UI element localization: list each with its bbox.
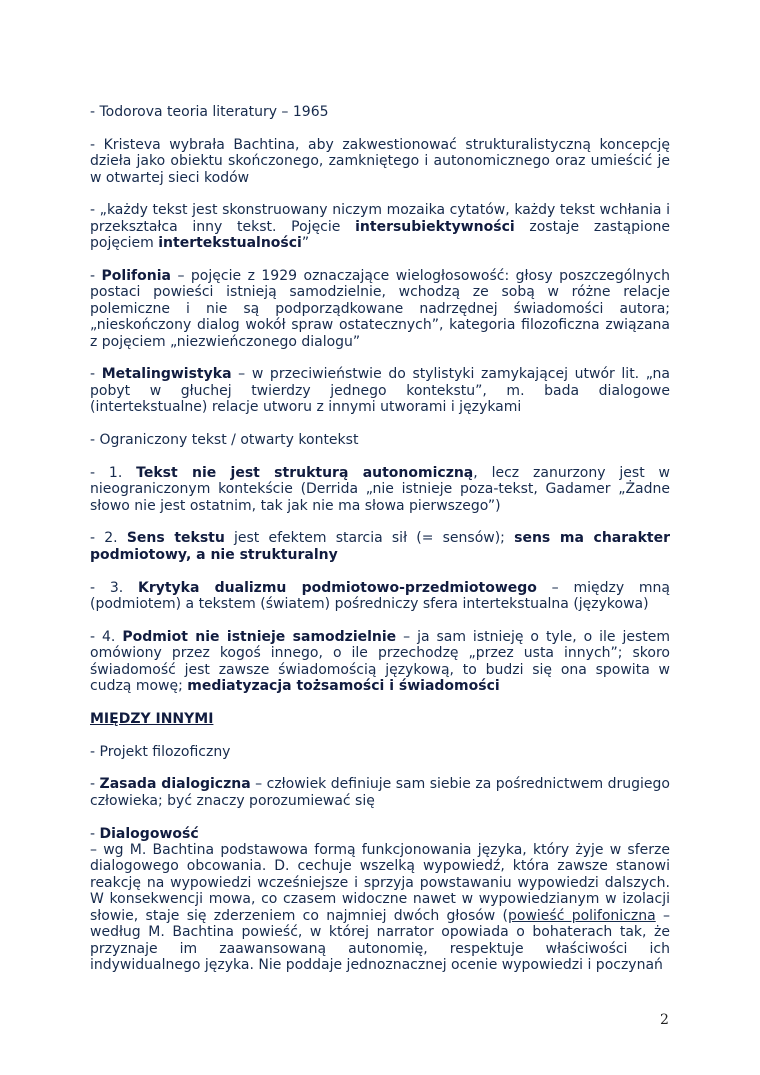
paragraph-text: – człowiek definiuje sam siebie za pośrednictwem drugiego człowieka; być znaczy porozumiewać się xyxy=(90,776,670,809)
term-intertextuality: intertekstualności xyxy=(158,235,302,252)
term-subjective-sense: sens ma charakter podmiotowy, a nie strukturalny xyxy=(90,530,670,563)
paragraph-kristeva xyxy=(90,137,670,186)
paragraph-point-3 xyxy=(90,580,670,613)
paragraph-metalinguistics xyxy=(90,366,670,415)
paragraph-text: – między mną (podmiotem) a tekstem (światem) pośredniczy sfera intertekstualna (językowa) xyxy=(90,579,670,613)
paragraph-point-4 xyxy=(90,629,670,695)
paragraph-text: zostaje zastąpione pojęciem xyxy=(90,218,670,252)
paragraph-text: - Kristeva wybrała Bachtina, aby zakwestionować strukturalistyczną koncepcję dzieła jako obiektu skończonego, zamkniętego i autonomicznego oraz umieścić je w otwartej sieci kodów xyxy=(90,136,670,186)
term-text-not-autonomous: Tekst nie jest strukturą autonomiczną xyxy=(136,464,474,481)
term-polyphonic-novel: powieść polifoniczna xyxy=(508,907,656,924)
paragraph-project xyxy=(90,744,670,760)
section-heading xyxy=(90,711,670,727)
paragraph-text: ” xyxy=(301,235,310,252)
term-text-sense: Sens tekstu xyxy=(126,530,225,547)
heading-text: MIĘDZY INNYMI xyxy=(90,710,214,727)
term-intersubjectivity: intersubiektywności xyxy=(355,218,515,235)
term-polyphony: Polifonia xyxy=(101,268,171,285)
term-subject-not-independent: Podmiot nie istnieje samodzielnie xyxy=(122,628,397,645)
paragraph-context xyxy=(90,432,670,448)
paragraph-point-2 xyxy=(90,530,670,563)
document-body xyxy=(90,104,670,973)
paragraph-text: - 3. xyxy=(90,579,138,596)
paragraph-text: – według M. Bachtina powieść, w której narrator opowiada o bohaterach tak, że przyznaje im zaawansowaną autonomię, respektuje właściwości ich indywidualnego języka. Nie poddaje jednoznacznej ocenie wypowiedzi i poczynań xyxy=(90,907,670,973)
paragraph-text: – ja sam istnieję o tyle, o ile jestem omówiony przez kogoś innego, o ile przechodzę „przez usta innych”; skoro świadomość jest zawsze świadomością językową, to budzi się ona spowita w cudzą mowę; xyxy=(90,628,671,695)
paragraph-text: – wg M. Bachtina podstawowa formą funkcjonowania języka, który żyje w sferze dialogowego obcowania. D. cechuje wszelką wypowiedź, która zawsze stanowi reakcję na wypowiedzi wcześniejsze i sprzyja powstawaniu wypowiedzi dalszych. W konsekwencji mowa, co czasem widoczne nawet w wypowiedzianym w izolacji słowie, staje się zderzeniem co najmniej dwóch głosów ( xyxy=(90,842,670,924)
paragraph-point-1 xyxy=(90,465,670,514)
paragraph-text: jest efektem starcia sił (= sensów); xyxy=(224,530,515,547)
term-dualism-critique: Krytyka dualizmu podmiotowo-przedmiotowego xyxy=(137,579,537,596)
paragraph-text: - 2. xyxy=(90,530,127,547)
term-dialogic-principle: Zasada dialogiczna xyxy=(99,776,251,793)
paragraph-text: - Ograniczony tekst / otwarty kontekst xyxy=(90,432,359,449)
paragraph-dialogic-principle xyxy=(90,776,670,809)
paragraph-text: - xyxy=(90,776,100,793)
paragraph-text: – w przeciwieństwie do stylistyki zamykającej utwór lit. „na pobyt w głuchej twierdzy jednego kontekstu”, m. bada dialogowe (intertekstualne) relacje utworu z innymi utworami i językami xyxy=(90,366,670,416)
paragraph-text: - 1. xyxy=(90,464,137,481)
paragraph-text: - Todorova teoria literatury – 1965 xyxy=(90,104,329,120)
paragraph-polyphony xyxy=(90,268,670,350)
paragraph-text: - xyxy=(90,366,102,383)
paragraph-mosaic xyxy=(90,202,670,251)
term-metalinguistics: Metalingwistyka xyxy=(101,366,232,383)
paragraph-text: – pojęcie z 1929 oznaczające wielogłosowość: głosy poszczególnych postaci powieści istnieją samodzielnie, wchodzą ze sobą w różne relacje polemiczne i nie są podporządkowane nadrzędnej świadomości autora; „nieskończony dialog wokół spraw ostatecznych”, kategoria filozoficzna związana z pojęciem „niezwieńczonego dialogu” xyxy=(90,268,670,350)
term-mediatization: mediatyzacja tożsamości i świadomości xyxy=(187,678,500,695)
paragraph-text: - xyxy=(90,268,102,285)
paragraph-dialogism-title xyxy=(90,826,670,842)
paragraph-text: - xyxy=(90,825,100,842)
paragraph-dialogism-body xyxy=(90,842,670,973)
paragraph-text: - „każdy tekst jest skonstruowany niczym mozaika cytatów, każdy tekst wchłania i przekształca inny tekst. Pojęcie xyxy=(90,202,670,235)
paragraph-todorov xyxy=(90,104,670,120)
page-number: 2 xyxy=(660,1012,669,1028)
paragraph-text: , lecz zanurzony jest w nieograniczonym kontekście (Derrida „nie istnieje poza-tekst, Gadamer „Żadne słowo nie jest ostatnim, tak jak nie ma słowa pierwszego”) xyxy=(90,464,671,514)
paragraph-text: - 4. xyxy=(90,628,123,645)
paragraph-text: - Projekt filozoficzny xyxy=(90,743,231,760)
term-dialogism: Dialogowość xyxy=(99,825,199,842)
